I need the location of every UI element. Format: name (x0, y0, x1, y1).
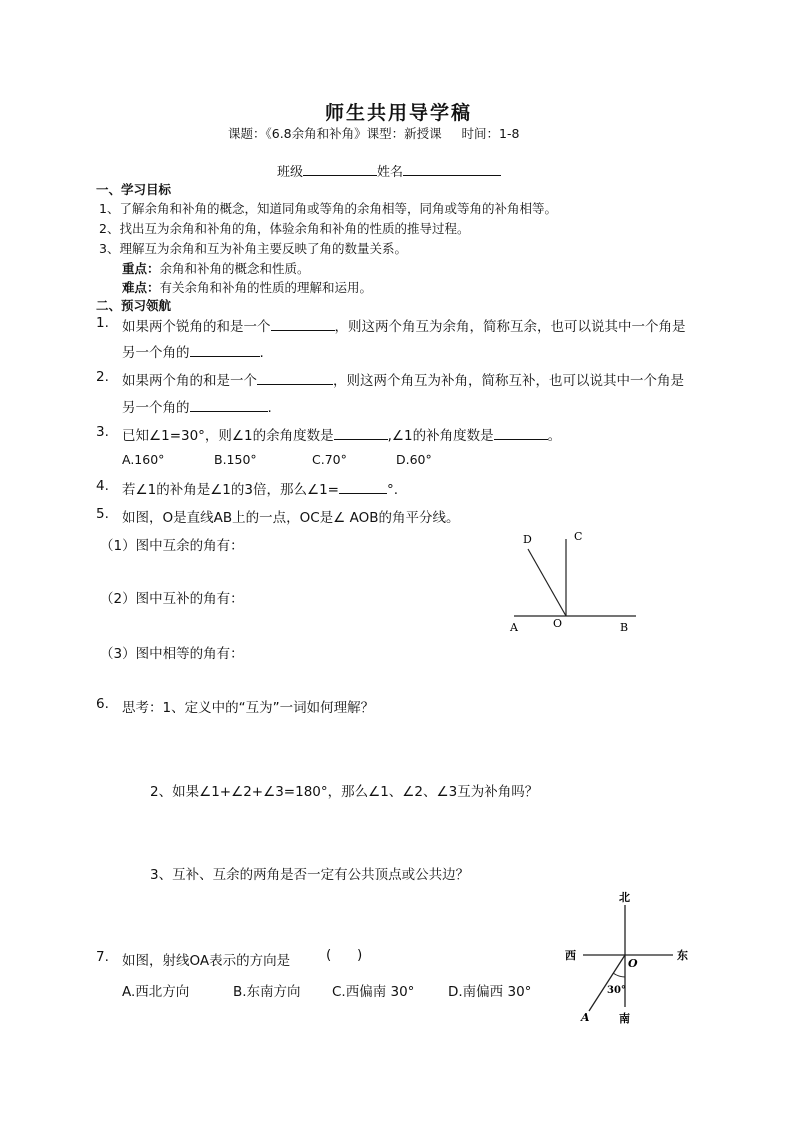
label-west: 西 (565, 949, 576, 962)
q3-line (122, 424, 561, 444)
q2-num: 2. (96, 369, 109, 385)
q7-option-a[interactable]: A.西北方向 (122, 984, 190, 1000)
q4-text-a: 若∠1的补角是∠1的3倍，那么∠1= (122, 482, 339, 498)
q3-option-b[interactable]: B.150° (214, 452, 257, 467)
label-north: 北 (619, 891, 630, 904)
q1-line1 (122, 315, 686, 335)
label-south: 南 (619, 1012, 630, 1025)
q1-line2 (122, 341, 264, 361)
label-a: A (510, 621, 518, 634)
q5-sub-2: （2）图中互补的角有： (100, 591, 244, 607)
ray-od (528, 549, 566, 616)
q1-blank-1[interactable] (271, 318, 335, 331)
ray-oa (589, 955, 625, 1011)
q3-num: 3. (96, 424, 109, 440)
page-subtitle: 课题：《6.8余角和补角》课型：新授课 时间：1-8 (228, 126, 520, 141)
hard-point (122, 278, 372, 296)
q3-text-c: 。 (547, 428, 562, 444)
label-o: O (628, 957, 638, 970)
q3-option-d[interactable]: D.60° (396, 452, 432, 467)
q1-text-b: ，则这两个角互为余角，简称互余，也可以说其中一个角是 (334, 319, 686, 335)
label-c: C (574, 530, 583, 543)
q5-sub-3: （3）图中相等的角有： (100, 646, 244, 662)
key-point (122, 259, 310, 277)
goal-item-2: 2、找出互为余角和补角的角，体验余角和补角的性质的推导过程。 (99, 221, 470, 236)
q5-figure (500, 525, 650, 640)
goal-item-1: 1、了解余角和补角的概念，知道同角或等角的余角相等，同角或等角的补角相等。 (99, 201, 557, 216)
q6-think-1: 思考：1、定义中的“互为”一词如何理解？ (122, 700, 375, 716)
q2-blank-2[interactable] (190, 399, 268, 412)
q5-text: 如图，O是直线AB上的一点，OC是∠ AOB的角平分线。 (122, 510, 460, 526)
q6-num: 6. (96, 696, 109, 712)
label-b: B (620, 621, 629, 634)
q1-text-d: . (259, 345, 264, 361)
q2-text-d: . (267, 400, 272, 416)
q7-option-b[interactable]: B.东南方向 (233, 984, 301, 1000)
q3-option-c[interactable]: C.70° (312, 452, 347, 467)
q2-blank-1[interactable] (257, 372, 333, 385)
key-point-label: 重点： (122, 261, 160, 276)
q4-text-b: °. (386, 482, 399, 498)
hard-point-label: 难点： (122, 280, 160, 295)
q3-text-b: ,∠1的补角度数是 (387, 428, 494, 444)
class-blank[interactable] (303, 163, 377, 176)
q2-text-a: 如果两个角的和是一个 (122, 373, 257, 389)
q5-sub-1: （1）图中互余的角有： (100, 538, 244, 554)
goal-item-3: 3、理解互为余角和互为补角主要反映了角的数量关系。 (99, 241, 407, 256)
page-title: 师生共用导学稿 (325, 102, 473, 124)
q2-text-c: 另一个角的 (122, 400, 190, 416)
label-a: A (581, 1011, 590, 1024)
label-o: O (553, 617, 563, 630)
q3-blank-1[interactable] (334, 427, 388, 440)
q7-text: 如图，射线OA表示的方向是 (122, 953, 291, 969)
q3-option-a[interactable]: A.160° (122, 452, 165, 467)
section-1-heading: 一、学习目标 (96, 182, 172, 197)
q3-blank-2[interactable] (494, 427, 548, 440)
q4-num: 4. (96, 478, 109, 494)
name-label: 姓名 (377, 165, 404, 180)
q6-think-3: 3、互补、互余的两角是否一定有公共顶点或公共边？ (150, 867, 470, 883)
q7-num: 7. (96, 949, 109, 965)
class-label: 班级 (277, 165, 304, 180)
class-name-line (277, 161, 501, 180)
q4-line (122, 478, 398, 498)
q7-option-c[interactable]: C.西偏南 30° (332, 984, 415, 1000)
section-2-heading: 二、预习领航 (96, 298, 172, 313)
label-d: D (523, 533, 532, 546)
q3-text-a: 已知∠1=30°，则∠1的余角度数是 (122, 428, 334, 444)
q1-num: 1. (96, 315, 109, 331)
q2-line1 (122, 369, 684, 389)
q1-text-c: 另一个角的 (122, 345, 190, 361)
q7-compass-figure (555, 885, 705, 1030)
name-blank[interactable] (403, 163, 501, 176)
q5-num: 5. (96, 506, 109, 522)
q1-text-a: 如果两个锐角的和是一个 (122, 319, 271, 335)
q7-option-d[interactable]: D.南偏西 30° (448, 984, 532, 1000)
q2-text-b: ，则这两个角互为补角，简称互补，也可以说其中一个角是 (333, 373, 684, 389)
label-east: 东 (677, 949, 688, 962)
q4-blank[interactable] (339, 481, 387, 494)
angle-arc (613, 973, 625, 977)
key-point-text: 余角和补角的概念和性质。 (159, 261, 310, 276)
hard-point-text: 有关余角和补角的性质的理解和运用。 (159, 280, 373, 295)
q6-think-2: 2、如果∠1+∠2+∠3=180°，那么∠1、∠2、∠3互为补角吗？ (150, 784, 539, 800)
label-angle: 30° (607, 985, 626, 996)
q2-line2 (122, 396, 272, 416)
q7-answer-paren[interactable]: ( ) (326, 947, 363, 963)
q1-blank-2[interactable] (190, 344, 260, 357)
